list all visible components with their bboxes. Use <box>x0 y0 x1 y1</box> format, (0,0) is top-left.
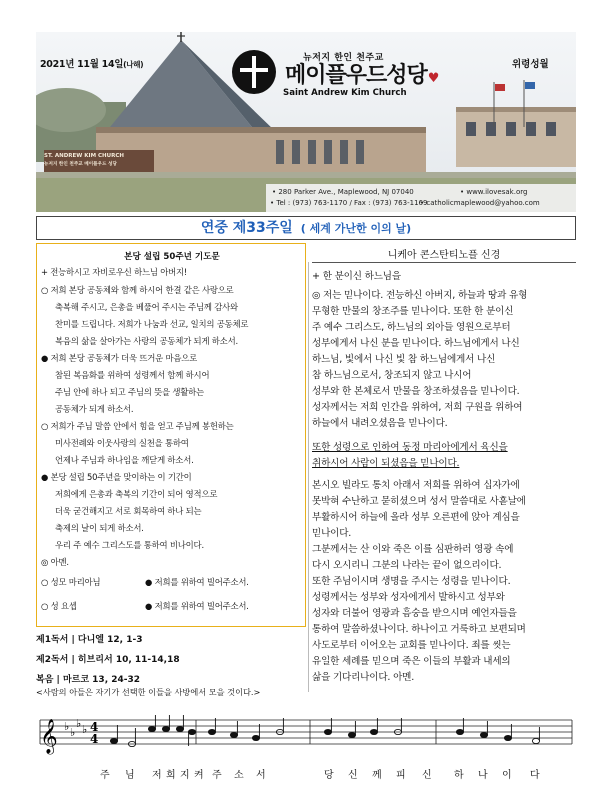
closing-right: ● 저희를 위하여 빌어주소서. <box>145 577 249 587</box>
org-subtitle: 뉴저지 한인 천주교 <box>303 53 384 63</box>
flat-icon: ♭ <box>82 723 88 736</box>
org-name-text: 메이플우드성당 <box>285 63 427 88</box>
org-name-en: Saint Andrew Kim Church <box>283 88 407 98</box>
prayer-line: 주님 안에 하나 되고 주님의 뜻을 생활하는 <box>55 387 204 397</box>
closing-right: ● 저희를 위하여 빌어주소서. <box>145 601 249 611</box>
reading-text: 다니엘 12, 1-3 <box>77 635 143 645</box>
lyric-syllable: 주 <box>212 770 222 781</box>
prayer-line: ● 저희 본당 공동체가 더욱 뜨거운 마음으로 <box>41 353 198 363</box>
date-text: 2021년 11월 14일 <box>40 59 124 70</box>
sign-line1: ST. ANDREW KIM CHURCH <box>44 153 124 159</box>
prayer-line: 미사전례와 이웃사랑의 실천을 통하여 <box>55 438 189 448</box>
creed-line: 본시오 빌라도 통치 아래서 저희를 위하여 십자가에 <box>312 480 520 491</box>
website-link[interactable]: • www.ilovesak.org <box>460 188 528 196</box>
gospel <box>36 672 140 685</box>
gospel-verse: <사람의 아들은 자기가 선택한 이들을 사방에서 모을 것이다.> <box>36 687 261 697</box>
music-staff <box>36 710 576 760</box>
prayer-box <box>36 243 306 627</box>
lyric-syllable: 님 <box>125 770 135 781</box>
prayer-line: 공동체가 되게 하소서. <box>55 404 134 414</box>
closing-left: ○ 성모 마리아님 <box>41 577 101 587</box>
prayer-line: ◎ 아멘. <box>41 557 69 567</box>
creed-line: 다시 오시리니 그분의 나라는 끝이 없으리이다. <box>312 560 502 571</box>
lyric-syllable: 주 <box>100 770 110 781</box>
reading-label: 제1독서 | <box>36 635 75 645</box>
creed-line: 성부와 한 본체로서 만물을 창조하셨음을 믿나이다. <box>312 386 520 397</box>
lyric-syllable: 저 <box>152 770 162 781</box>
prayer-line: ● 본당 설립 50주년을 맞이하는 이 기간이 <box>41 472 192 482</box>
lyric-syllable: 켜 <box>194 770 204 781</box>
lyric-syllable: 서 <box>256 770 266 781</box>
lyric-syllable: 신 <box>422 770 432 781</box>
church-logo-icon <box>232 50 276 94</box>
creed-line: 하늘에서 내려오셨음을 믿나이다. <box>312 418 448 429</box>
sign-line2: 뉴저지 한인 천주교 메이플우드 성당 <box>44 162 117 167</box>
church-sign <box>44 153 154 167</box>
creed-line: + 한 분이신 하느님을 <box>312 271 401 282</box>
creed-line: 부활하시어 하늘에 올라 성부 오른편에 앉아 계심을 <box>312 512 520 523</box>
creed-line: 하느님, 빛에서 나신 빛 참 하느님에게서 나신 <box>312 354 496 365</box>
creed-line: 성령께서는 성부와 성자에게서 발하시고 성부와 <box>312 592 505 603</box>
lyric-syllable: 소 <box>234 770 244 781</box>
treble-clef-icon: 𝄞 <box>40 719 58 754</box>
creed-line: 유일한 세례를 믿으며 죽은 이들의 부활과 내세의 <box>312 656 511 667</box>
prayer-line: 복음의 삶을 살아가는 사랑의 공동체가 되게 하소서. <box>55 336 238 346</box>
column-divider <box>308 262 309 692</box>
creed-line: 통하여 말씀하셨나이다. 하나이고 거룩하고 보편되며 <box>312 624 526 635</box>
reading-text: 마르코 13, 24-32 <box>62 675 141 685</box>
prayer-line: 우리 주 예수 그리스도를 통하여 비나이다. <box>55 540 204 550</box>
flat-icon: ♭ <box>64 720 70 733</box>
lyric-syllable: 께 <box>372 770 382 781</box>
prayer-line: 축복해 주시고, 은총을 베풀어 주시는 주님께 감사와 <box>55 302 238 312</box>
lyric-syllable: 다 <box>530 770 540 781</box>
flat-icon: ♭ <box>76 717 82 730</box>
org-name <box>285 58 438 89</box>
prayer-line: + 전능하시고 자비로우신 하느님 아버지! <box>41 267 188 277</box>
date <box>40 56 143 70</box>
creed-line: 또한 주님이시며 생명을 주시는 성령을 믿나이다. <box>312 576 511 587</box>
creed-line: 사도로부터 이어오는 교회를 믿나이다. 죄를 씻는 <box>312 640 511 651</box>
address: • 280 Parker Ave., Maplewood, NJ 07040 <box>272 188 414 196</box>
prayer-line: 저희에게 은총과 축복의 기간이 되어 영적으로 <box>55 489 218 499</box>
creed-line: 성자와 더불어 영광과 흠숭을 받으시며 예언자들을 <box>312 608 517 619</box>
reading-text: 히브리서 10, 11-14,18 <box>77 655 180 665</box>
prayer-line: 더욱 굳건해지고 서로 회목하여 하나 되는 <box>55 506 202 516</box>
creed-line: 삶을 기다리나이다. 아멘. <box>312 672 415 683</box>
time-sig-bottom: 4 <box>90 732 99 746</box>
prayer-line: 참된 복음화를 위하여 성령께서 함께 하시어 <box>55 370 210 380</box>
creed-line: 그분께서는 산 이와 죽은 이를 심판하러 영광 속에 <box>312 544 514 555</box>
prayer-line: 언제나 주님과 하나임을 깨닫게 하소서. <box>55 455 194 465</box>
creed-line: 믿나이다. <box>312 528 352 539</box>
lyric-syllable: 신 <box>348 770 358 781</box>
lyric-syllable: 당 <box>324 770 334 781</box>
heart-icon: ♥ <box>427 71 439 86</box>
reading-label: 복음 | <box>36 675 60 685</box>
closing-left: ○ 성 요셉 <box>41 601 77 611</box>
phone: • Tel : (973) 763-1170 / Fax : (973) 763-1169 <box>270 199 428 207</box>
reading-2 <box>36 652 180 665</box>
lyric-syllable: 희 <box>166 770 176 781</box>
creed-line: 성부에게서 나신 분을 믿나이다. 하느님에게서 나신 <box>312 338 520 349</box>
creed-line-underlined: 또한 성령으로 인하여 동정 마리아에게서 육신을 <box>312 442 508 453</box>
creed-line-underlined: 취하시어 사람이 되셨음을 믿나이다. <box>312 458 460 469</box>
flat-icon: ♭ <box>70 726 76 739</box>
prayer-line: 축제의 날이 되게 하소서. <box>55 523 144 533</box>
creed-line: 성자께서는 저희 인간을 위하여, 저희 구원을 위하여 <box>312 402 523 413</box>
feast-label: 위령성월 <box>512 59 549 70</box>
email-link[interactable]: • catholicmaplewood@yahoo.com <box>420 199 540 207</box>
sunday-title <box>36 216 576 240</box>
lyric-syllable: 이 <box>502 770 512 781</box>
prayer-line: ○ 저희가 주님 말씀 안에서 힘을 얻고 주님께 봉헌하는 <box>41 421 234 431</box>
sunday-title-sub: ( 세계 가난한 이의 날) <box>300 222 412 235</box>
prayer-heading: 본당 설립 50주년 기도문 <box>124 252 220 262</box>
reading-label: 제2독서 | <box>36 655 75 665</box>
lyric-syllable: 나 <box>478 770 488 781</box>
creed-line: 무형한 만물의 창조주를 믿나이다. 또한 한 분이신 <box>312 306 514 317</box>
creed-line: ◎ 저는 믿나이다. 전능하신 아버지, 하늘과 땅과 유형 <box>312 290 528 301</box>
lyric-syllable: 하 <box>454 770 464 781</box>
creed-line: 주 예수 그리스도, 하느님의 외아들 영원으로부터 <box>312 322 511 333</box>
creed-line: 못박혀 수난하고 묻히셨으며 성서 말씀대로 사흗날에 <box>312 496 526 507</box>
time-sig-top: 4 <box>90 720 99 734</box>
lyric-syllable: 지 <box>180 770 190 781</box>
date-suffix: (나해) <box>123 60 144 69</box>
prayer-line: ○ 저희 본당 공동체와 함께 하시어 한결 같은 사랑으로 <box>41 285 234 295</box>
creed-line: 참 하느님으로서, 창조되지 않고 나시어 <box>312 370 472 381</box>
sunday-title-main: 연중 제33주일 <box>200 220 293 236</box>
creed-heading: 니케아 콘스탄티노플 신경 <box>387 250 501 261</box>
reading-1 <box>36 632 142 645</box>
prayer-line: 찬미를 드립니다. 저희가 나눔과 선교, 일치의 공동체로 <box>55 319 249 329</box>
creed-rule <box>312 262 576 263</box>
lyric-syllable: 피 <box>396 770 406 781</box>
